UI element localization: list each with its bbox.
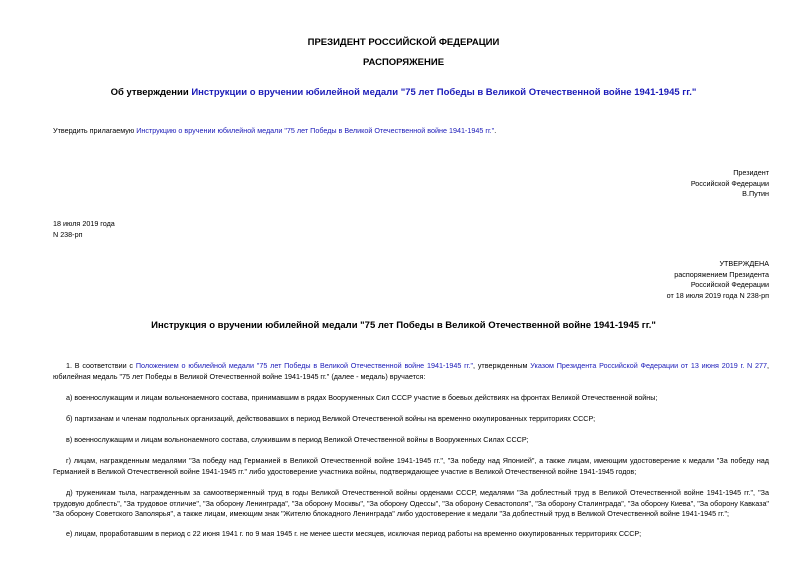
approved-country: Российской Федерации: [690, 280, 769, 289]
subitem-v: в) военнослужащим и лицам вольнонаемного состава, служившим в период Великой Отечественной войны в Вооруженных Силах СССР;: [66, 435, 529, 444]
document-number: N 238-рп: [53, 229, 83, 239]
instruction-title-link[interactable]: Инструкции о вручении юбилейной медали "75 лет Победы в Великой Отечественной войне 1941-1945 гг.": [191, 87, 697, 98]
approve-suffix: .: [494, 126, 497, 135]
approved-date: от 18 июля 2019 года N 238-рп: [666, 290, 769, 300]
instruction-link[interactable]: Инструкцию о вручении юбилейной медали "75 лет Победы в Великой Отечественной войне 1941-1945 гг.": [136, 126, 495, 135]
item-1-paragraph: [53, 361, 769, 382]
subitem-a: а) военнослужащим и лицам вольнонаемного состава, принимавшим в рядах Вооруженных Сил СССР участие в боевых действиях на фронтах Великой Отечественной войны;: [66, 393, 658, 402]
document-date: 18 июля 2019 года: [53, 219, 115, 228]
instruction-title: Инструкция о вручении юбилейной медали "75 лет Победы в Великой Отечественной войне 1941-1945 гг.": [151, 320, 656, 331]
medal-regulation-link[interactable]: Положением о юбилейной медали "75 лет Победы в Великой Отечественной войне 1941-1945 гг.": [135, 361, 474, 370]
approved-label: УТВЕРЖДЕНА: [719, 259, 769, 268]
approve-paragraph: [53, 126, 769, 137]
decree-link[interactable]: Указом Президента Российской Федерации от 13 июня 2019 г. N 277: [530, 361, 768, 370]
date-block: [53, 219, 353, 240]
subitem-b: б) партизанам и членам подпольных организаций, действовавших в период Великой Отечественной войны на временно оккупированных территориях СССР;: [66, 414, 596, 423]
signature-position: Президент: [733, 168, 769, 177]
item-1-text-3: , юбилейная медаль "75 лет Победы в Великой Отечественной войне 1941-1945 гг." (далее - медаль) вручается:: [53, 361, 770, 381]
signature-block: [560, 168, 769, 200]
document-title-prefix: Об утверждении: [110, 87, 192, 98]
approve-prefix: Утвердить прилагаемую: [53, 126, 137, 135]
signature-country: Российской Федерации: [690, 178, 769, 188]
issuer-heading: ПРЕЗИДЕНТ РОССИЙСКОЙ ФЕДЕРАЦИИ: [307, 37, 500, 48]
document-type-heading: РАСПОРЯЖЕНИЕ: [362, 57, 445, 68]
subitem-e: е) лицам, проработавшим в период с 22 июня 1941 г. по 9 мая 1945 г. не менее шести месяцев, исключая период работы на временно оккупированных территориях СССР;: [66, 529, 642, 538]
item-1-text-1: 1. В соответствии с: [66, 361, 136, 370]
approved-by: распоряжением Президента: [674, 269, 769, 279]
subitem-g: г) лицам, награжденным медалями "За победу над Германией в Великой Отечественной войне 1941-1945 гг.", "За победу над Японией", а также лицам, имеющим удостоверение к медали "За победу над Германией в Великой Отечественной войне 1941-1945 гг." либо удостоверение участника войны, подтверждающее участие в Великой Отечественной войне 1941-1945 годов;: [53, 456, 769, 476]
signature-name: В.Путин: [742, 189, 769, 198]
approved-block: [520, 259, 769, 301]
subitem-d: д) труженикам тыла, награжденным за самоотверженный труд в годы Великой Отечественной войны орденами СССР, медалями "За доблестный труд в Великой Отечественной войне 1941-1945 гг.", "За трудовую доблесть", "За трудовое отличие", "За оборону Ленинграда", "За оборону Москвы", "За оборону Одессы", "За оборону Севастополя", "За оборону Сталинграда", "За оборону Киева", "За оборону Кавказа" "За оборону Советского Заполярья", а также лицам, имеющим знак "Жителю блокадного Ленинграда" либо удостоверение к медали "За доблестный труд в Великой Отечественной войне 1941-1945 гг.";: [53, 488, 769, 518]
document-title: [0, 87, 807, 98]
item-1-text-2: , утвержденным: [473, 361, 531, 370]
